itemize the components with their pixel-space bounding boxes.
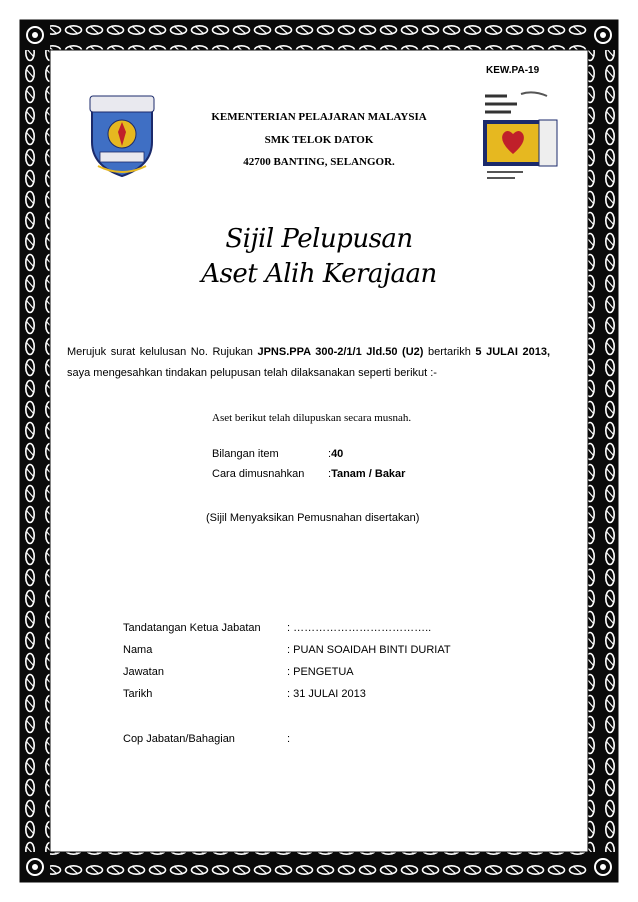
disposal-statement: Aset berikut telah dilupuskan secara musnah. [212,412,412,424]
date-value: : 31 JULAI 2013 [287,688,366,700]
school-address: 42700 BANTING, SELANGOR. [243,156,395,168]
corner-ornament [20,20,50,50]
position-label: Jawatan [123,666,164,678]
reference-paragraph-line2: saya mengesahkan tindakan pelupusan telah dilaksanakan seperti berikut :- [67,367,437,379]
ministry-name: KEMENTERIAN PELAJARAN MALAYSIA [211,111,427,123]
school-name: SMK TELOK DATOK [264,134,374,146]
reference-number: JPNS.PPA 300-2/1/1 Jld.50 (U2) [257,346,424,358]
disposal-method-label: Cara dimusnahkan [212,468,305,480]
stamp-value: : [287,733,291,745]
position-value: : PENGETUA [287,666,354,678]
corner-ornament [588,20,618,50]
items-count-colon: : [328,448,332,460]
name-value: : PUAN SOAIDAH BINTI DURIAT [287,644,451,656]
signature-value: : ……………………………….. [287,622,432,634]
attachment-note: (Sijil Menyaksikan Pemusnahan disertakan) [206,512,420,524]
corner-ornament [588,852,618,882]
certificate-title-line2: Aset Alih Kerajaan [201,259,437,289]
disposal-method-text: Tanam / Bakar [331,468,406,480]
name-label: Nama [123,644,153,656]
certificate-title-line1: Sijil Pelupusan [225,224,413,254]
dated-label: bertarikh [428,346,471,358]
corner-ornament [20,852,50,882]
stamp-label: Cop Jabatan/Bahagian [123,733,235,745]
reference-date: 5 JULAI 2013, [475,346,551,358]
items-count-label: Bilangan item [212,448,279,460]
items-count-number: 40 [331,448,344,460]
disposal-method-colon: : [328,468,332,480]
reference-paragraph-line1 [67,346,550,358]
items-count-value [328,448,343,460]
slogan-logo [477,86,561,182]
disposal-method-value [328,468,405,480]
date-label: Tarikh [123,688,153,700]
signature-label: Tandatangan Ketua Jabatan [123,622,261,634]
form-code: KEW.PA-19 [486,65,540,76]
paragraph-lead: Merujuk surat kelulusan No. Rujukan [67,346,253,358]
